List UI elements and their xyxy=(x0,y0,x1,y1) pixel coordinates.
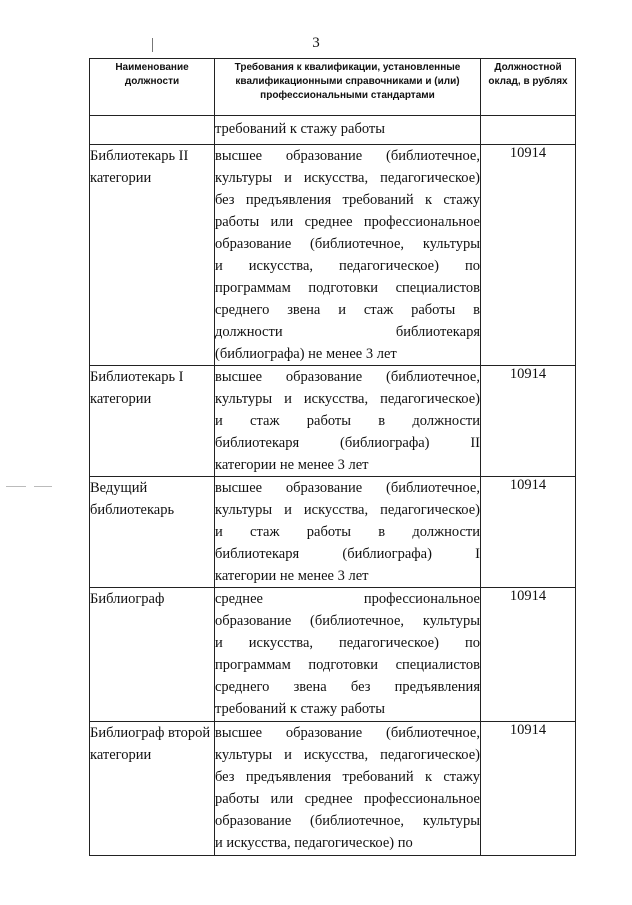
header-position: Наименование должности xyxy=(90,59,215,116)
requirement-line: должности библиотекаря xyxy=(215,324,480,340)
requirement-line: высшее образование (библиотечное, xyxy=(215,148,480,164)
requirement-line: категории не менее 3 лет xyxy=(215,568,369,584)
scan-mark xyxy=(34,486,52,487)
requirement-line: и стаж работы в должности xyxy=(215,413,480,429)
requirement-line: библиотекаря (библиографа) II xyxy=(215,435,480,451)
continuation-requirements-cell xyxy=(215,116,481,145)
requirement-line: и искусства, педагогическое) по xyxy=(215,835,413,851)
position-name-cell: Библиотекарь I категории xyxy=(90,366,215,477)
table-row xyxy=(90,366,576,477)
qualification-table xyxy=(89,58,576,856)
requirement-line: требований к стажу работы xyxy=(215,701,385,717)
scan-mark xyxy=(6,486,26,487)
requirement-line: культуры и искусства, педагогическое) xyxy=(215,391,480,407)
requirement-line: культуры и искусства, педагогическое) xyxy=(215,747,480,763)
requirement-line: и искусства, педагогическое) по xyxy=(215,635,480,651)
requirement-line: и искусства, педагогическое) по xyxy=(215,258,480,274)
requirement-line: высшее образование (библиотечное, xyxy=(215,725,480,741)
salary-cell: 10914 xyxy=(481,145,576,366)
table-row xyxy=(90,722,576,856)
requirement-line: культуры и искусства, педагогическое) xyxy=(215,170,480,186)
salary-cell: 10914 xyxy=(481,722,576,856)
requirement-line: культуры и искусства, педагогическое) xyxy=(215,502,480,518)
header-salary: Должностной оклад, в рублях xyxy=(481,59,576,116)
requirement-line: (библиографа) не менее 3 лет xyxy=(215,346,397,362)
header-requirements: Требования к квалификации, установленные квалификационными справочниками и (или) профессиональными стандартами xyxy=(215,59,481,116)
requirements-cell xyxy=(215,588,481,722)
requirement-line: и стаж работы в должности xyxy=(215,524,480,540)
continuation-row xyxy=(90,116,576,145)
requirements-cell xyxy=(215,722,481,856)
requirement-line: категории не менее 3 лет xyxy=(215,457,369,473)
requirement-line: без предъявления требований к стажу xyxy=(215,192,480,208)
table-row xyxy=(90,145,576,366)
requirement-line: работы или среднее профессиональное xyxy=(215,791,480,807)
requirement-line: образование (библиотечное, культуры xyxy=(215,813,480,829)
table-header-row xyxy=(90,59,576,116)
salary-cell: 10914 xyxy=(481,366,576,477)
continuation-name-cell xyxy=(90,116,215,145)
requirement-line: программам подготовки специалистов xyxy=(215,657,480,673)
salary-cell: 10914 xyxy=(481,588,576,722)
requirement-line: среднее профессиональное xyxy=(215,591,480,607)
position-name-cell: Ведущий библиотекарь xyxy=(90,477,215,588)
requirement-line: программам подготовки специалистов xyxy=(215,280,480,296)
requirement-line: высшее образование (библиотечное, xyxy=(215,369,480,385)
requirements-cell xyxy=(215,366,481,477)
requirement-line: работы или среднее профессиональное xyxy=(215,214,480,230)
requirement-line: без предъявления требований к стажу xyxy=(215,769,480,785)
requirement-line: среднего звена и стаж работы в xyxy=(215,302,480,318)
table-row xyxy=(90,477,576,588)
requirement-line: высшее образование (библиотечное, xyxy=(215,480,480,496)
requirement-line: образование (библиотечное, культуры xyxy=(215,613,480,629)
continuation-salary-cell xyxy=(481,116,576,145)
scan-mark xyxy=(152,38,153,52)
position-name-cell: Библиотекарь II категории xyxy=(90,145,215,366)
page-number: 3 xyxy=(312,35,320,51)
position-name-cell: Библиограф второй категории xyxy=(90,722,215,856)
requirement-line: среднего звена без предъявления xyxy=(215,679,480,695)
requirements-cell xyxy=(215,145,481,366)
table-row xyxy=(90,588,576,722)
salary-cell: 10914 xyxy=(481,477,576,588)
requirement-line: требований к стажу работы xyxy=(215,121,385,137)
requirements-cell xyxy=(215,477,481,588)
requirement-line: библиотекаря (библиографа) I xyxy=(215,546,480,562)
position-name-cell: Библиограф xyxy=(90,588,215,722)
requirement-line: образование (библиотечное, культуры xyxy=(215,236,480,252)
